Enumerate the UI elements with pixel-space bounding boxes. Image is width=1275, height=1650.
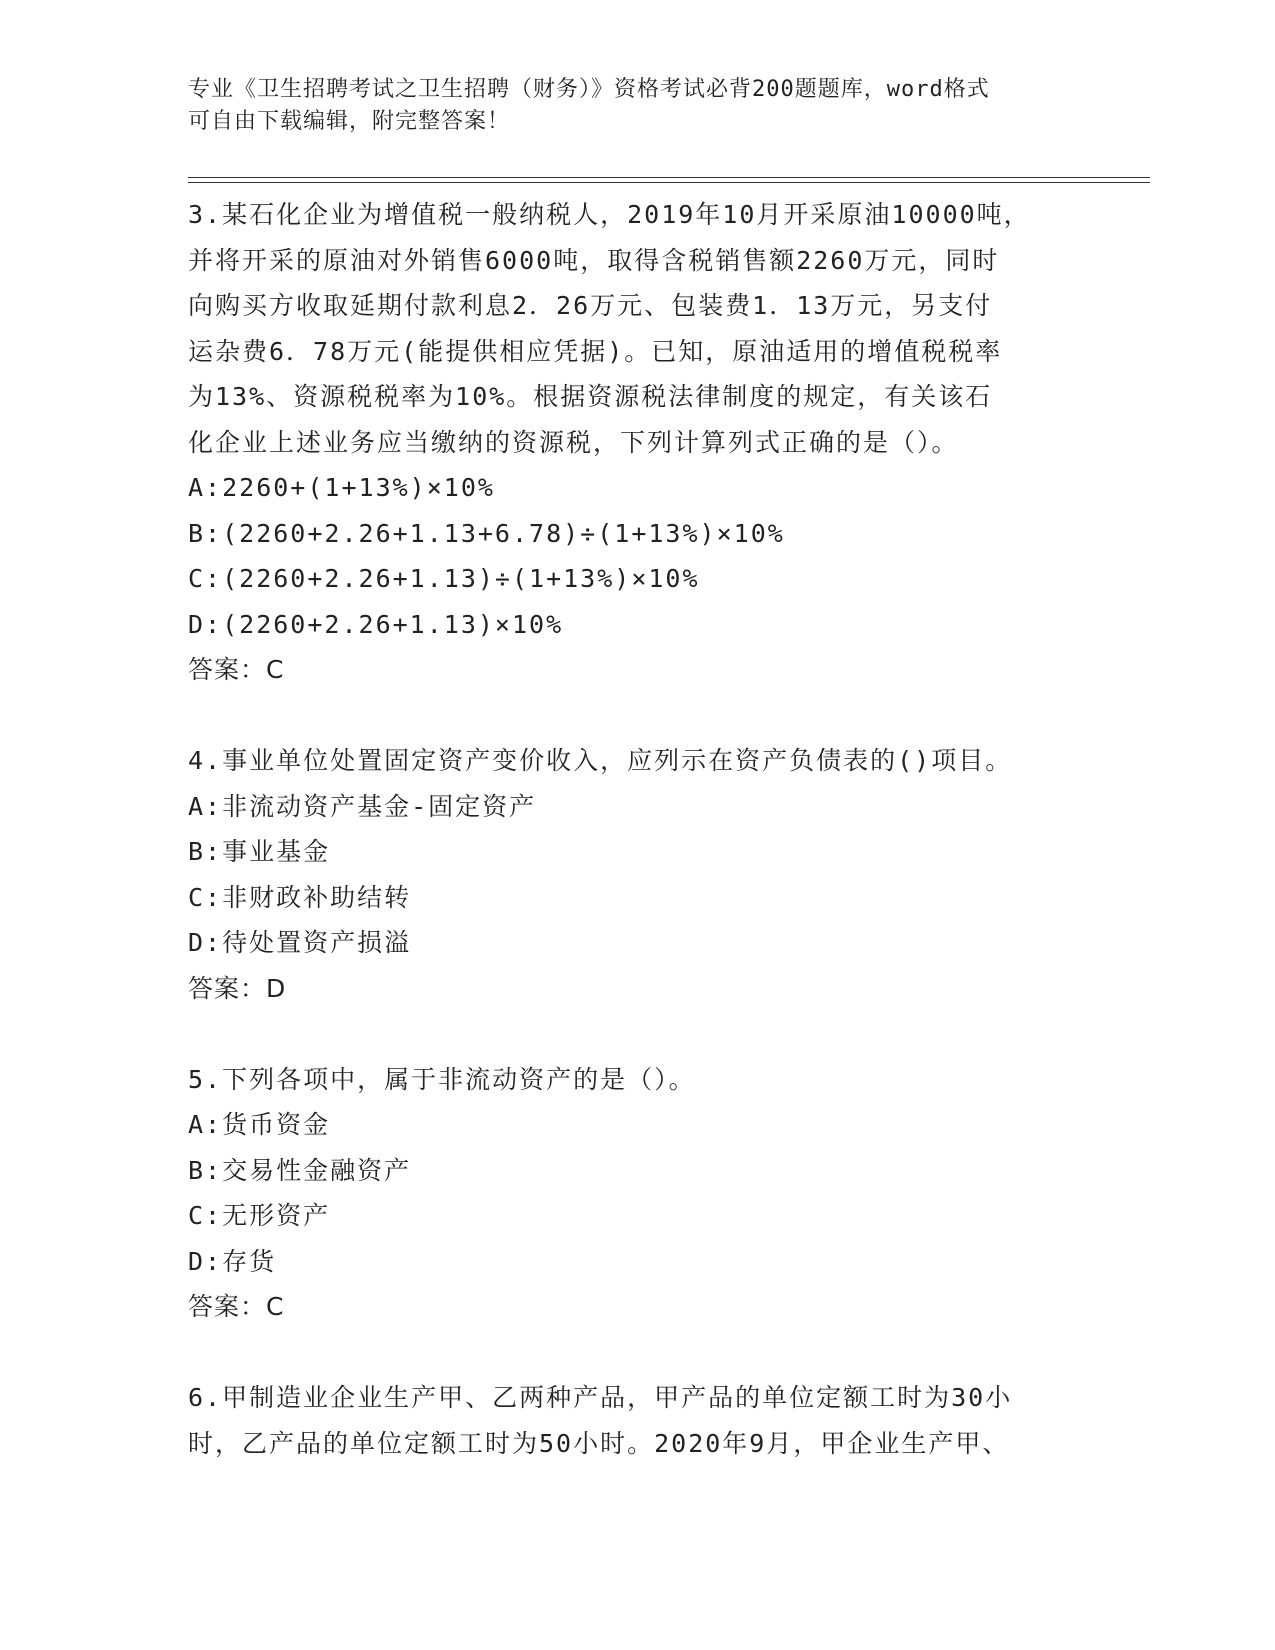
question-stem-line: 为13%、资源税税率为10%。根据资源税法律制度的规定，有关该石 [188, 382, 993, 411]
question-spacer [188, 1011, 1088, 1057]
option-d: D:存货 [188, 1246, 277, 1276]
answer: 答案：C [188, 1292, 285, 1321]
question-stem-line: 4.事业单位处置固定资产变价收入，应列示在资产负债表的()项目。 [188, 746, 1013, 775]
option-a: A:非流动资产基金-固定资产 [188, 791, 537, 821]
option-d: D:(2260+2.26+1.13)×10% [188, 609, 564, 639]
option-c: C:(2260+2.26+1.13)÷(1+13%)×10% [188, 564, 700, 593]
question-3 [188, 192, 1088, 693]
question-4 [188, 738, 1088, 1011]
header-divider-bottom [188, 182, 1150, 183]
header-line-1: 专业《卫生招聘考试之卫生招聘（财务）》资格考试必背200题题库，word格式 [188, 77, 990, 102]
option-c: C:非财政补助结转 [188, 882, 412, 912]
question-stem-line: 5.下列各项中，属于非流动资产的是（）。 [188, 1064, 696, 1094]
question-stem-line: 6.甲制造业企业生产甲、乙两种产品，甲产品的单位定额工时为30小 [188, 1383, 1013, 1412]
option-b: B:(2260+2.26+1.13+6.78)÷(1+13%)×10% [188, 518, 785, 548]
option-b: B:交易性金融资产 [188, 1155, 412, 1185]
option-a: A:货币资金 [188, 1110, 331, 1139]
question-stem-line: 时，乙产品的单位定额工时为50小时。2020年9月，甲企业生产甲、 [188, 1428, 1010, 1458]
answer: 答案：C [188, 655, 285, 684]
option-c: C:无形资产 [188, 1201, 331, 1230]
option-a: A:2260+(1+13%)×10% [188, 473, 495, 502]
document-header [188, 74, 1088, 138]
question-list [188, 192, 1088, 1466]
option-d: D:待处置资产损溢 [188, 928, 412, 957]
question-stem-line: 化企业上述业务应当缴纳的资源税，下列计算列式正确的是（）。 [188, 427, 959, 457]
question-stem-line: 并将开采的原油对外销售6000吨，取得含税销售额2260万元，同时 [188, 245, 1000, 275]
question-6 [188, 1375, 1088, 1466]
question-stem-line: 运杂费6．78万元(能提供相应凭据)。已知，原油适用的增值税税率 [188, 336, 1003, 366]
question-spacer [188, 1330, 1088, 1376]
question-5 [188, 1057, 1088, 1330]
question-spacer [188, 693, 1088, 739]
header-line-2: 可自由下载编辑，附完整答案！ [188, 109, 511, 134]
header-divider-top [188, 177, 1150, 178]
question-stem-line: 3.某石化企业为增值税一般纳税人，2019年10月开采原油10000吨， [188, 200, 1031, 229]
option-b: B:事业基金 [188, 837, 331, 866]
question-stem-line: 向购买方收取延期付款利息2．26万元、包装费1．13万元，另支付 [188, 291, 993, 320]
answer: 答案：D [188, 973, 287, 1003]
